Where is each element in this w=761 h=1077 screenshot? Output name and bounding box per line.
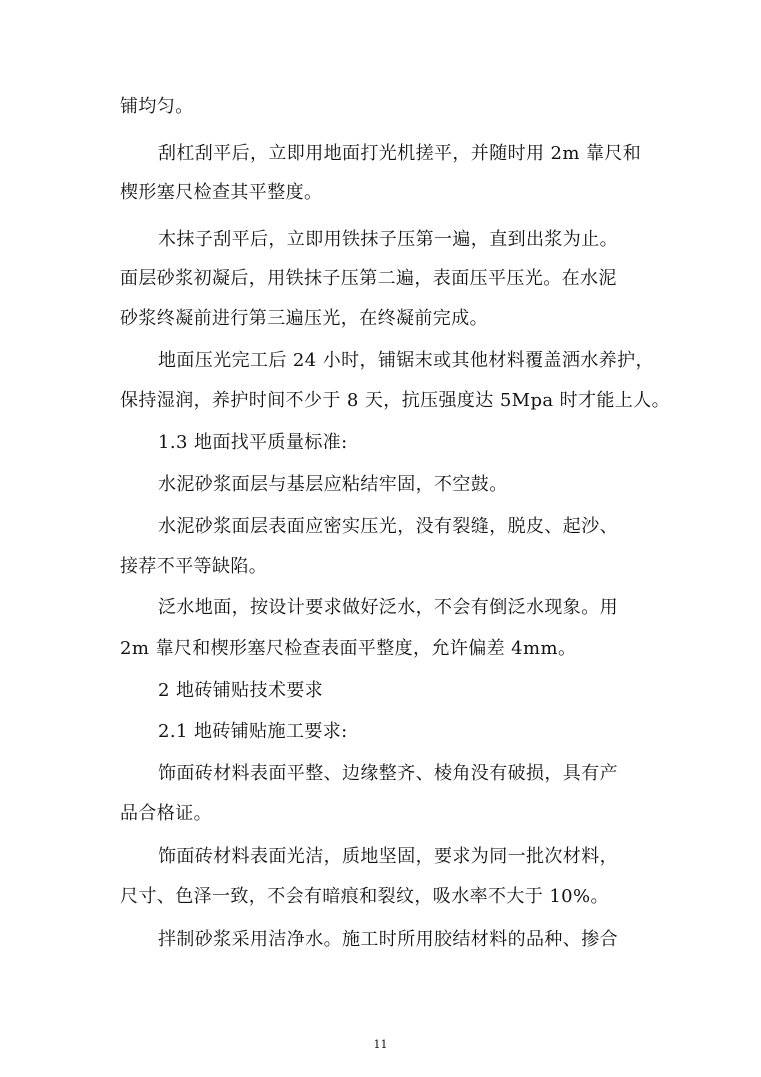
text-line: 水泥砂浆面层表面应密实压光，没有裂缝，脱皮、起沙、 (158, 516, 618, 537)
section-heading: 2 地砖铺贴技术要求 (158, 680, 324, 701)
text-line: 铺均匀。 (120, 96, 194, 117)
text-line: 水泥砂浆面层与基层应粘结牢固，不空鼓。 (158, 474, 508, 495)
text-line: 面层砂浆初凝后，用铁抹子压第二遍，表面压平压光。在水泥 (120, 268, 617, 289)
page-number: 11 (373, 1038, 388, 1051)
text-line: 饰面砖材料表面平整、边缘整齐、棱角没有破损，具有产 (158, 763, 618, 784)
text-line: 楔形塞尺检查其平整度。 (120, 182, 323, 203)
text-line: 2m 靠尺和楔形塞尺检查表面平整度，允许偏差 4mm。 (120, 638, 577, 659)
text-line: 饰面砖材料表面光洁，质地坚固，要求为同一批次材料， (158, 846, 618, 867)
text-line: 砂浆终凝前进行第三遍压光，在终凝前完成。 (120, 308, 488, 329)
text-line: 拌制砂浆采用洁净水。施工时所用胶结材料的品种、掺合 (158, 929, 618, 950)
text-line: 品合格证。 (120, 803, 212, 824)
text-line: 刮杠刮平后，立即用地面打光机搓平，并随时用 2m 靠尺和 (158, 143, 642, 164)
section-heading: 2.1 地砖铺贴施工要求: (158, 721, 348, 742)
text-line: 保持湿润，养护时间不少于 8 天，抗压强度达 5Mpa 时才能上人。 (120, 390, 671, 411)
text-line: 木抹子刮平后，立即用铁抹子压第一遍，直到出浆为止。 (158, 229, 618, 250)
text-line: 泛水地面，按设计要求做好泛水，不会有倒泛水现象。用 (158, 597, 618, 618)
text-line: 地面压光完工后 24 小时，铺锯末或其他材料覆盖洒水养护， (158, 350, 654, 371)
section-heading: 1.3 地面找平质量标准: (158, 432, 348, 453)
text-line: 接荐不平等缺陷。 (120, 556, 268, 577)
text-line: 尺寸、色泽一致，不会有暗痕和裂纹，吸水率不大于 10%。 (120, 886, 609, 907)
